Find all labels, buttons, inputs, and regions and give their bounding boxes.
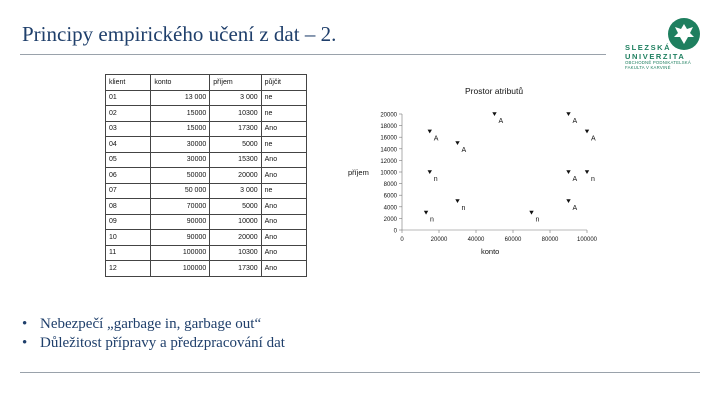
table-cell: 17300 [210,261,261,277]
table-cell: ne [261,90,306,106]
x-tick-label: 0 [400,237,404,243]
table-row [106,199,307,215]
table-cell: 30000 [151,152,210,168]
table-cell: Ano [261,214,306,230]
scatter-point [529,211,533,215]
scatter-point [566,170,570,174]
x-tick-label: 40000 [467,237,485,243]
bullet-list [22,316,285,354]
scatter-point [455,199,459,203]
y-axis-label: příjem [348,168,369,177]
table-cell: ne [261,183,306,199]
table-cell: 05 [106,152,151,168]
point-label: A [572,118,578,125]
y-tick-label: 20000 [380,112,397,119]
table-row [106,245,307,261]
y-tick-label: 18000 [380,124,397,131]
attribute-space-chart [340,80,610,270]
table-header-row [106,75,307,91]
university-logo [625,18,705,80]
table-cell: 20000 [210,168,261,184]
table-cell: 01 [106,90,151,106]
table-cell: 10300 [210,245,261,261]
point-label: A [498,118,504,125]
table-cell: 100000 [151,261,210,277]
header-klient: klient [106,75,151,91]
bullet-item [22,316,285,333]
chart-marks [380,112,597,243]
y-tick-label: 4000 [383,205,397,212]
scatter-point [424,211,428,215]
table-row [106,137,307,153]
scatter-point [585,130,589,134]
bullet-marker: • [22,335,28,351]
table-cell: 100000 [151,245,210,261]
bullet-text: Nebezpečí „garbage in, garbage out“ [40,316,262,332]
table-row [106,121,307,137]
logo-text [625,44,691,71]
table-cell: 90000 [151,230,210,246]
table-row [106,261,307,277]
table-cell: 13 000 [151,90,210,106]
table-cell: Ano [261,152,306,168]
table-cell: 20000 [210,230,261,246]
table-cell: 70000 [151,199,210,215]
scatter-point [428,130,432,134]
point-label: A [591,135,596,143]
table-cell: 3 000 [210,183,261,199]
table-cell: 5000 [210,199,261,215]
table-body [106,90,307,276]
table-cell: 50000 [151,168,210,184]
table-cell: 04 [106,137,151,153]
table-row [106,90,307,106]
scatter-point [585,170,589,174]
point-label: n [535,216,540,224]
x-tick-label: 20000 [430,237,448,243]
table-cell: 15000 [151,121,210,137]
table-cell: 15300 [210,152,261,168]
table-cell: 12 [106,261,151,277]
client-table [105,74,307,277]
point-label: n [461,205,466,212]
table-cell: Ano [261,261,306,277]
y-tick-label: 2000 [383,216,397,223]
x-axis-label: konto [481,247,500,256]
bullet-marker: • [22,316,28,332]
point-label: n [591,176,595,183]
table-cell: 09 [106,214,151,230]
table-cell: 5000 [210,137,261,153]
table-cell: 02 [106,106,151,122]
table-cell: 10000 [210,214,261,230]
table-row [106,183,307,199]
bullet-text: Důležitost přípravy a předzpracování dat [40,335,285,351]
table-cell: 06 [106,168,151,184]
scatter-point [455,141,459,145]
header-pujcit: půjčit [261,75,306,91]
table-cell: Ano [261,121,306,137]
table-cell: 10 [106,230,151,246]
table-cell: Ano [261,199,306,215]
point-label: n [433,176,438,183]
footer-divider [20,372,700,373]
y-tick-label: 12000 [380,158,397,165]
y-tick-label: 10000 [380,170,397,177]
table-cell: 90000 [151,214,210,230]
bullet-item [22,335,285,352]
table-row [106,168,307,184]
x-tick-label: 100000 [576,237,598,243]
header-prijem: příjem [210,75,261,91]
point-label: A [572,176,578,183]
table-cell: 07 [106,183,151,199]
slide-title: Principy empirického učení z dat – 2. [22,22,337,46]
table-cell: 30000 [151,137,210,153]
table-row [106,230,307,246]
scatter-point [566,112,570,116]
table-cell: 15000 [151,106,210,122]
table-cell: ne [261,106,306,122]
y-tick-label: 8000 [383,182,397,189]
scatter-point [566,199,570,203]
y-tick-label: 0 [393,228,397,235]
table-cell: 3 000 [210,90,261,106]
table-cell: ne [261,137,306,153]
point-label: n [430,216,434,224]
scatter-point [428,170,432,174]
title-divider [20,54,606,55]
x-tick-label: 80000 [541,237,559,243]
y-tick-label: 14000 [380,147,397,154]
table-cell: 17300 [210,121,261,137]
logo-line-4: FAKULTA V KARVINÉ [625,65,671,71]
table-row [106,152,307,168]
header-konto: konto [151,75,210,91]
point-label: A [461,147,467,154]
table-cell: Ano [261,168,306,184]
y-tick-label: 16000 [380,135,397,142]
logo-line-3: OBCHODNĚ PODNIKATELSKÁ [625,60,691,65]
table-row [106,214,307,230]
table-cell: 11 [106,245,151,261]
chart-title: Prostor atributů [465,86,524,96]
point-label: A [433,135,439,143]
table-cell: Ano [261,245,306,261]
table-cell: 03 [106,121,151,137]
table-cell: 50 000 [151,183,210,199]
table-cell: 08 [106,199,151,215]
scatter-point [492,112,496,116]
x-tick-label: 60000 [504,237,522,243]
y-tick-label: 6000 [383,193,397,200]
table-cell: 10300 [210,106,261,122]
point-label: A [572,205,578,212]
logo-line-2: UNIVERZITA [625,51,686,61]
table-cell: Ano [261,230,306,246]
table-row [106,106,307,122]
logo-line-1: SLEZSKÁ [625,43,672,52]
